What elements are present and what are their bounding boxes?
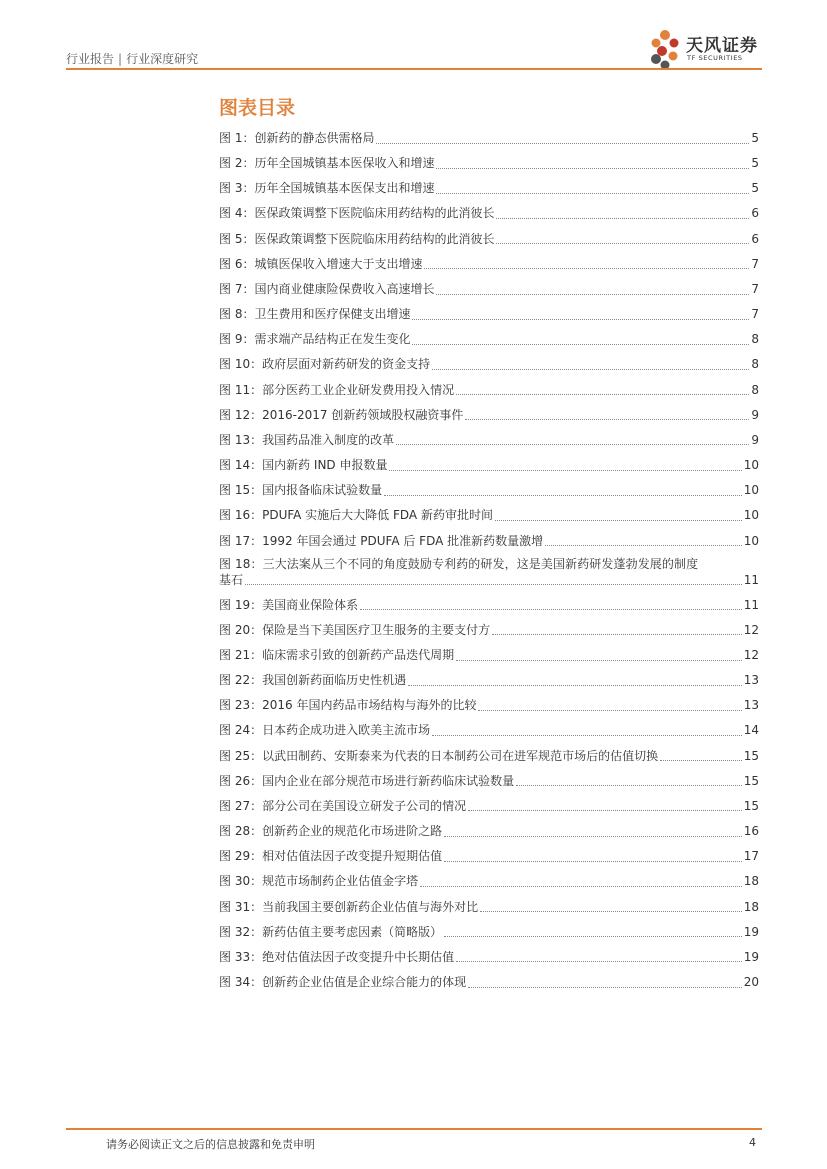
toc-figure-number: 图 5： (219, 231, 255, 246)
footer-divider (66, 1128, 762, 1130)
toc-page-number: 8 (751, 332, 759, 347)
toc-figure-number: 图 24： (219, 723, 263, 738)
dot-leader (480, 910, 742, 912)
toc-entry-line (219, 529, 759, 554)
toc-entry-line (219, 126, 759, 151)
toc-figure-number: 图 12： (219, 407, 263, 422)
toc-entry-title: 历年全国城镇基本医保收入和增速 (254, 156, 435, 171)
toc-page-number: 9 (751, 432, 759, 447)
toc-entry-title: 国内报备临床试验数量 (262, 483, 383, 498)
toc-page-number: 10 (743, 533, 759, 548)
toc-entry-title: 美国商业保险体系 (262, 597, 359, 612)
toc-entry[interactable] (219, 529, 759, 554)
toc-entry-title: 国内新药 IND 申报数量 (262, 458, 388, 473)
tf-securities-logo (648, 28, 768, 72)
toc-entry[interactable] (219, 618, 759, 643)
toc-page-number: 5 (751, 131, 759, 145)
toc-entry-line (219, 378, 759, 403)
toc-figure-number: 图 26： (219, 773, 263, 788)
toc-page-number: 8 (751, 357, 759, 372)
toc-page-number: 13 (743, 698, 759, 713)
toc-entry-title: 国内企业在部分规范市场进行新药临床试验数量 (262, 773, 515, 788)
dot-leader (545, 544, 742, 546)
toc-page-number: 14 (743, 723, 759, 738)
toc-figure-number: 图 6： (219, 256, 255, 271)
toc-figure-number: 图 2： (219, 156, 255, 171)
toc-entry-line (219, 744, 759, 769)
toc-page-number: 15 (743, 798, 759, 813)
toc-figure-number: 图 11： (219, 382, 263, 397)
toc-entry-line (219, 693, 759, 718)
toc-page-number: 17 (743, 849, 759, 864)
toc-entry-line (219, 869, 759, 894)
toc-entry-title: 创新药企业估值是企业综合能力的体现 (262, 975, 467, 989)
toc-figure-number: 图 14： (219, 458, 263, 473)
toc-entry[interactable] (219, 453, 759, 478)
toc-figure-number: 图 4： (219, 206, 255, 221)
toc-page-number: 16 (743, 824, 759, 839)
toc-entry[interactable] (219, 794, 759, 819)
toc-entry[interactable] (219, 478, 759, 503)
toc-page-number: 11 (743, 572, 759, 587)
toc-figure-number: 图 27： (219, 798, 263, 813)
toc-entry-line (219, 618, 759, 643)
header-divider (66, 68, 762, 70)
toc-entry-line (219, 478, 759, 503)
toc-entry-line (219, 201, 759, 226)
toc-entry[interactable] (219, 744, 759, 769)
toc-entry-title: 临床需求引致的创新药产品迭代周期 (262, 647, 455, 662)
toc-entry[interactable] (219, 227, 759, 252)
toc-page-number: 18 (743, 899, 759, 914)
toc-figure-number: 图 1： (219, 131, 255, 145)
footer-disclaimer: 请务必阅读正文之后的信息披露和免责申明 (106, 1138, 315, 1151)
toc-entry-title: 医保政策调整下医院临床用药结构的此消彼长 (254, 231, 495, 246)
toc-entry[interactable] (219, 693, 759, 718)
toc-entry[interactable] (219, 819, 759, 844)
flower-logo-icon (648, 28, 684, 72)
toc-figure-number: 图 28： (219, 824, 263, 839)
toc-entry-title: 2016 年国内药品市场结构与海外的比较 (262, 698, 477, 713)
toc-entry-title: 历年全国城镇基本医保支出和增速 (254, 181, 435, 196)
toc-entry-title: 医保政策调整下医院临床用药结构的此消彼长 (254, 206, 495, 221)
toc-entry-title: 保险是当下美国医疗卫生服务的主要支付方 (262, 622, 491, 637)
toc-entry[interactable] (219, 554, 759, 593)
toc-entry[interactable] (219, 945, 759, 970)
dot-leader (396, 443, 749, 445)
dot-leader (456, 960, 742, 962)
dot-leader (432, 734, 742, 736)
toc-page-number: 12 (743, 647, 759, 662)
toc-figure-number: 图 32： (219, 924, 263, 939)
toc-entry-title: 政府层面对新药研发的资金支持 (262, 357, 431, 372)
toc-entry-line (219, 819, 759, 844)
toc-entry-line (219, 277, 759, 302)
toc-figure-number: 图 22： (219, 673, 263, 688)
toc-entry-line (219, 227, 759, 252)
toc-entry-title: 卫生费用和医疗保健支出增速 (254, 307, 411, 322)
dot-leader (436, 192, 749, 194)
dot-leader (478, 709, 741, 711)
toc-figure-number: 图 25： (219, 748, 263, 763)
toc-entry[interactable] (219, 895, 759, 920)
toc-figure-number: 图 10： (219, 357, 263, 372)
toc-figure-number: 图 7： (219, 281, 255, 296)
toc-page-number: 6 (751, 231, 759, 246)
dot-leader (360, 608, 742, 610)
toc-entry-title: 以武田制药、安斯泰来为代表的日本制药公司在进军规范市场后的估值切换 (262, 748, 659, 763)
toc-figure-number: 图 34： (219, 975, 263, 989)
page-number: 4 (749, 1136, 756, 1149)
toc-entry-title: 城镇医保收入增速大于支出增速 (254, 256, 423, 271)
report-type: 行业深度研究 (126, 52, 199, 66)
dot-leader (436, 167, 749, 169)
toc-entry[interactable] (219, 201, 759, 226)
toc-entry-title-continued: 基石 (219, 572, 244, 587)
toc-entry[interactable] (219, 428, 759, 453)
toc-page-number: 10 (743, 508, 759, 523)
toc-entry[interactable] (219, 176, 759, 201)
toc-entry-line (219, 769, 759, 794)
toc-entry-line (219, 252, 759, 277)
dot-leader (444, 835, 742, 837)
dot-leader (456, 659, 742, 661)
logo-name-en: TF SECURITIES (687, 54, 743, 62)
toc-page-number: 7 (751, 281, 759, 296)
toc-entry[interactable] (219, 126, 759, 151)
toc-entry[interactable] (219, 403, 759, 428)
report-category: 行业报告 (66, 52, 115, 66)
dot-leader (444, 935, 742, 937)
toc-entry[interactable] (219, 151, 759, 176)
toc-page-number: 19 (743, 924, 759, 939)
toc-figure-number: 图 23： (219, 698, 263, 713)
toc-figure-number: 图 8： (219, 307, 255, 322)
toc-figure-number: 图 18： (219, 556, 263, 571)
toc-entry-title: 2016-2017 创新药领域股权融资事件 (262, 407, 464, 422)
toc-page-number: 10 (743, 483, 759, 498)
toc-entry[interactable] (219, 327, 759, 352)
logo-name-cn: 天风证券 (686, 36, 758, 56)
toc-entry[interactable] (219, 503, 759, 528)
toc-page-number: 19 (743, 949, 759, 964)
toc-entry-title: 国内商业健康险保费收入高速增长 (254, 281, 435, 296)
toc-entry-first-line (219, 556, 759, 572)
toc-figure-number: 图 33： (219, 949, 263, 964)
toc-figure-number: 图 13： (219, 432, 263, 447)
toc-figure-number: 图 29： (219, 849, 263, 864)
toc-entry-line (219, 794, 759, 819)
toc-entry-title: 相对估值法因子改变提升短期估值 (262, 849, 443, 864)
toc-entry-line (219, 643, 759, 668)
toc-page-number: 15 (743, 773, 759, 788)
toc-entry-title: 绝对估值法因子改变提升中长期估值 (262, 949, 455, 964)
dot-leader (389, 469, 741, 471)
toc-page-number: 8 (751, 382, 759, 397)
dot-leader (436, 293, 749, 295)
toc-entry-line (219, 920, 759, 945)
toc-entry-title: 1992 年国会通过 PDUFA 后 FDA 批准新药数量激增 (262, 533, 544, 548)
toc-entry-line (219, 302, 759, 327)
dot-leader (432, 368, 749, 370)
dot-leader (496, 242, 749, 244)
dot-leader (660, 759, 742, 761)
toc-figure-number: 图 20： (219, 622, 263, 637)
dot-leader (495, 519, 742, 521)
toc-entry-title: 当前我国主要创新药企业估值与海外对比 (262, 899, 479, 914)
toc-entry-line (219, 668, 759, 693)
dot-leader (376, 142, 749, 144)
toc-entry-title: 创新药的静态供需格局 (254, 131, 375, 145)
dot-leader (456, 393, 749, 395)
dot-leader (492, 633, 742, 635)
toc-page-number: 12 (743, 622, 759, 637)
toc-page-number: 20 (743, 975, 759, 989)
toc-entry-line (219, 503, 759, 528)
toc-entry-title: 需求端产品结构正在发生变化 (254, 332, 411, 347)
toc-entry[interactable] (219, 302, 759, 327)
toc-entry-line (219, 428, 759, 453)
toc-entry-line (219, 718, 759, 743)
toc-figure-number: 图 19： (219, 597, 263, 612)
toc-figure-number: 图 21： (219, 647, 263, 662)
toc-entry-line (219, 453, 759, 478)
toc-entry-line (219, 593, 759, 618)
toc-entry[interactable] (219, 920, 759, 945)
toc-page-number: 7 (751, 256, 759, 271)
toc-entry-line (219, 945, 759, 970)
toc-entry[interactable] (219, 252, 759, 277)
toc-entry-line (219, 895, 759, 920)
toc-entry-last-line (219, 572, 759, 588)
toc-page-number: 5 (751, 156, 759, 171)
dot-leader (424, 267, 749, 269)
toc-entry[interactable] (219, 352, 759, 377)
dot-leader (384, 494, 742, 496)
toc-page-number: 10 (743, 458, 759, 473)
toc-entry-line (219, 176, 759, 201)
dot-leader (516, 784, 742, 786)
toc-page-number: 9 (751, 407, 759, 422)
toc-entry[interactable] (219, 970, 759, 995)
dot-leader (465, 418, 749, 420)
toc-entry[interactable] (219, 668, 759, 693)
toc-entry-title: 三大法案从三个不同的角度鼓励专利药的研发，这是美国新药研发蓬勃发展的制度 (262, 556, 699, 571)
toc-entry-title: 日本药企成功进入欧美主流市场 (262, 723, 431, 738)
toc-entry-title: 部分公司在美国设立研发子公司的情况 (262, 798, 467, 813)
toc-figure-number: 图 31： (219, 899, 263, 914)
toc-figure-number: 图 30： (219, 874, 263, 889)
toc-entry-line (219, 844, 759, 869)
toc-entry-title: PDUFA 实施后大大降低 FDA 新药审批时间 (262, 508, 493, 523)
toc-figure-number: 图 15： (219, 483, 263, 498)
toc-entry-title: 部分医药工业企业研发费用投入情况 (262, 382, 455, 397)
toc-entry[interactable] (219, 277, 759, 302)
toc-figure-number: 图 9： (219, 332, 255, 347)
toc-entry[interactable] (219, 769, 759, 794)
report-header (66, 50, 198, 67)
dot-leader (496, 217, 749, 219)
dot-leader (468, 986, 742, 988)
toc-entry[interactable] (219, 869, 759, 894)
toc-entry-line (219, 327, 759, 352)
toc-entry[interactable] (219, 378, 759, 403)
toc-entry-line (219, 352, 759, 377)
dot-leader (420, 885, 742, 887)
toc-entry-title: 创新药企业的规范化市场进阶之路 (262, 824, 443, 839)
toc-page-number: 11 (743, 597, 759, 612)
toc-figure-number: 图 16： (219, 508, 263, 523)
toc-entry-line (219, 403, 759, 428)
toc-entry-title: 我国创新药面临历史性机遇 (262, 673, 407, 688)
toc-entry-title: 规范市场制药企业估值金字塔 (262, 874, 419, 889)
dot-leader (408, 684, 742, 686)
toc-figure-number: 图 3： (219, 181, 255, 196)
toc-page-number: 7 (751, 307, 759, 322)
toc-page-number: 5 (751, 181, 759, 196)
toc-entry[interactable] (219, 844, 759, 869)
toc-entry-line (219, 970, 759, 995)
toc-page-number: 6 (751, 206, 759, 221)
header-separator: | (118, 52, 123, 66)
dot-leader (412, 343, 749, 345)
toc-entry[interactable] (219, 718, 759, 743)
toc-entry-line (219, 151, 759, 176)
toc-figure-number: 图 17： (219, 533, 263, 548)
dot-leader (468, 809, 742, 811)
section-title: 图表目录 (219, 97, 296, 119)
toc-page-number: 13 (743, 673, 759, 688)
dot-leader (412, 318, 749, 320)
toc-entry-title: 我国药品准入制度的改革 (262, 432, 395, 447)
toc-entry-title: 新药估值主要考虑因素（简略版） (262, 924, 443, 939)
toc-page-number: 15 (743, 748, 759, 763)
toc-entry[interactable] (219, 643, 759, 668)
toc-entry[interactable] (219, 593, 759, 618)
toc-page-number: 18 (743, 874, 759, 889)
table-of-figures (219, 126, 759, 995)
dot-leader (444, 860, 742, 862)
dot-leader (245, 583, 742, 585)
